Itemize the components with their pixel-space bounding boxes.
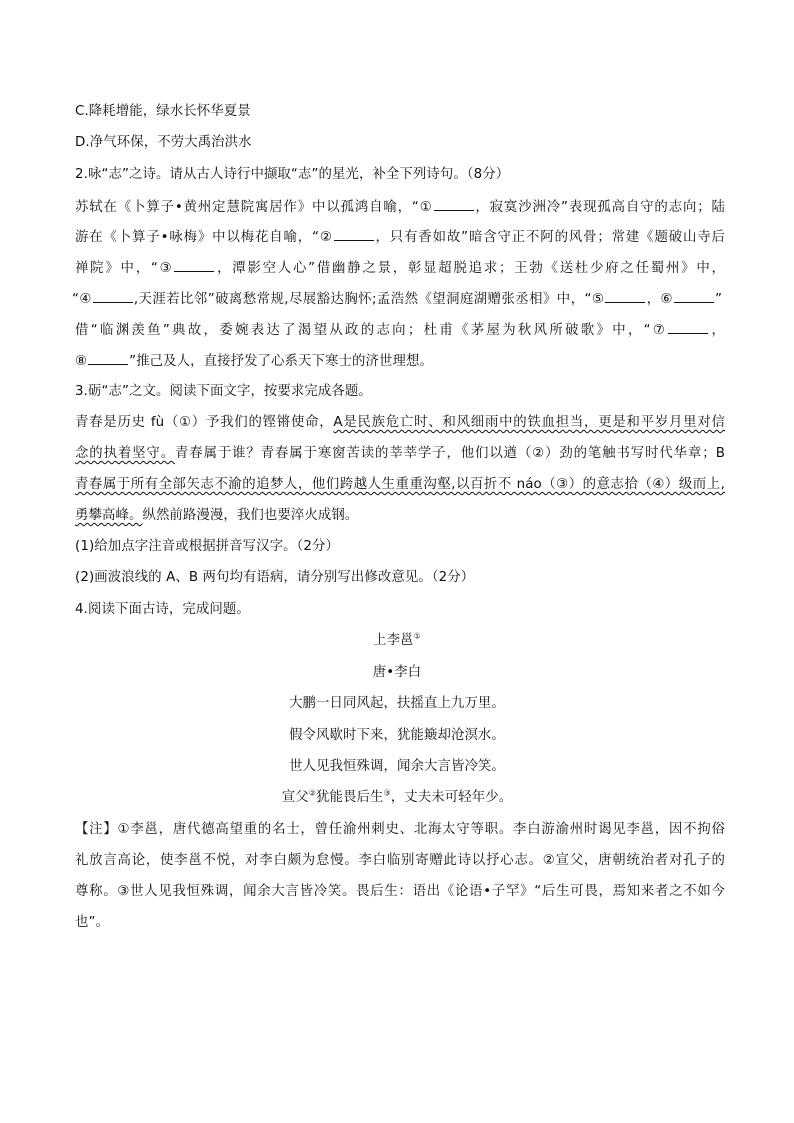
q3-subquestion-1: (1)给加点字注音或根据拼音写汉字。（2分） [75, 539, 340, 554]
fill-blank-7[interactable] [668, 321, 708, 334]
fill-blank-1[interactable] [434, 198, 474, 211]
q2-line-1 [75, 198, 725, 217]
poem-line-1: 大鹏一日同风起，扶摇直上九万里。 [289, 696, 505, 711]
q2-title: 2.咏“志”之诗。请从古人诗行中撷取“志”的星光，补全下列诗句。（8分） [75, 167, 510, 182]
poem-title-text: 上李邕 [373, 633, 414, 648]
q2-text: ，只有香如故”暗含守正不阿的风骨；常建《题破山寺后 [374, 230, 726, 245]
q2-text: 禅院》中，“③ [75, 261, 174, 276]
q2-text: 借“临渊羡鱼”典故，委婉表达了渴望从政的志向；杜甫《茅屋为秋风所破歌》中，“⑦ [75, 323, 668, 338]
q3-text: 青春属于谁？青春属于寒窗苦读的莘莘学子，他们以遒（②）劲的笔触书写时代华章；B [175, 446, 726, 461]
q3-text: 青春是历史 fù（①）予我们的铿锵使命， [75, 415, 334, 430]
q3-para-line-2 [75, 445, 725, 463]
fill-blank-4[interactable] [93, 290, 133, 303]
poem-text: 宣父 [281, 790, 309, 805]
q2-line-2 [75, 228, 725, 247]
q4-title: 4.阅读下面古诗，完成问题。 [75, 602, 250, 617]
fill-blank-5[interactable] [605, 290, 645, 303]
q3-para-line-1 [75, 414, 725, 432]
fill-blank-6[interactable] [674, 290, 714, 303]
q2-text: “④ [72, 292, 92, 307]
poem-text: ，丈夫未可轻年少。 [390, 790, 513, 805]
q3-para-line-4 [75, 507, 725, 525]
note-line-2: 礼放言高论，使李邕不悦，对李白颇为怠慢。李白临别寄赠此诗以抒心志。②宣父，唐朝统治者对孔子的 [75, 853, 725, 868]
q3-subquestion-2: (2)画波浪线的 A、B 两句均有语病，请分别写出修改意见。（2分） [75, 570, 475, 585]
poem-line-3: 世人见我恒殊调，闻余大言皆冷笑。 [289, 759, 505, 774]
q2-text: ” [714, 292, 722, 307]
note-line-1: 【注】①李邕，唐代德高望重的名士，曾任渝州刺史、北海太守等职。李白游渝州时谒见李邕，因不拘俗 [75, 822, 725, 837]
wavy-sentence-b-end: 勇攀高峰。 [75, 508, 143, 523]
note-line-4: 也”。 [75, 915, 110, 930]
option-d: D.净气环保，不劳大禹治洪水 [75, 135, 252, 150]
q2-text: ，寂寞沙洲冷”表现孤高自守的志向；陆 [474, 200, 725, 215]
q3-text: 纵然前路漫漫，我们也要淬火成钢。 [142, 508, 359, 523]
option-c: C.降耗增能，绿水长怀华夏景 [75, 104, 251, 119]
fill-blank-2[interactable] [334, 228, 374, 241]
poem-line-2: 假令风歇时下来，犹能簸却沧溟水。 [289, 728, 505, 743]
wavy-sentence-a-end: 念的执着坚守。 [75, 446, 176, 461]
q2-line-4 [72, 290, 722, 309]
wavy-sentence-a: A是民族危亡时、和风细雨中的铁血担当，更是和平岁月里对信 [333, 415, 725, 430]
footnote-marker: ① [413, 631, 421, 641]
q2-text: ， [709, 323, 725, 338]
q2-line-6 [75, 352, 725, 371]
q2-text: ⑧ [75, 354, 88, 369]
q2-line-3 [75, 259, 725, 278]
poem-text: 犹能畏后生 [316, 790, 384, 805]
poem-title [0, 632, 794, 650]
wavy-sentence-b: 青春属于所有全部矢志不渝的追梦人，他们跨越人生重重沟壑,以百折不 náo（③）的意志拾（④）级而上, [75, 477, 725, 492]
footnote-marker: ② [308, 788, 317, 798]
q2-text: 游在《卜算子•咏梅》中以梅花自喻，“② [75, 230, 333, 245]
q2-line-5 [75, 321, 725, 340]
note-line-3: 尊称。③世人见我恒殊调，闻余大言皆冷笑。畏后生：语出《论语•子罕》“后生可畏，焉知来者之不如今 [75, 884, 725, 899]
fill-blank-8[interactable] [88, 352, 128, 365]
fill-blank-3[interactable] [174, 259, 214, 272]
poem-author: 唐•李白 [372, 665, 422, 680]
q2-text: ,天涯若比邻”破离愁常规,尽展豁达胸怀;孟浩然《望洞庭湖赠张丞相》中，“⑤ [133, 292, 605, 307]
q2-text: ”推己及人，直接抒发了心系天下寒士的济世理想。 [129, 354, 433, 369]
q2-text: ，潭影空人心”借幽静之景，彰显超脱追求；王勃《送杜少府之任蜀州》中， [215, 261, 725, 276]
q2-text: ，⑥ [646, 292, 673, 307]
q3-title: 3.砺“志”之文。阅读下面文字，按要求完成各题。 [75, 384, 372, 399]
q2-text: 苏轼在《卜算子•黄州定慧院寓居作》中以孤鸿自喻，“① [75, 200, 433, 215]
poem-line-4 [0, 789, 794, 807]
footnote-marker: ③ [383, 788, 391, 798]
